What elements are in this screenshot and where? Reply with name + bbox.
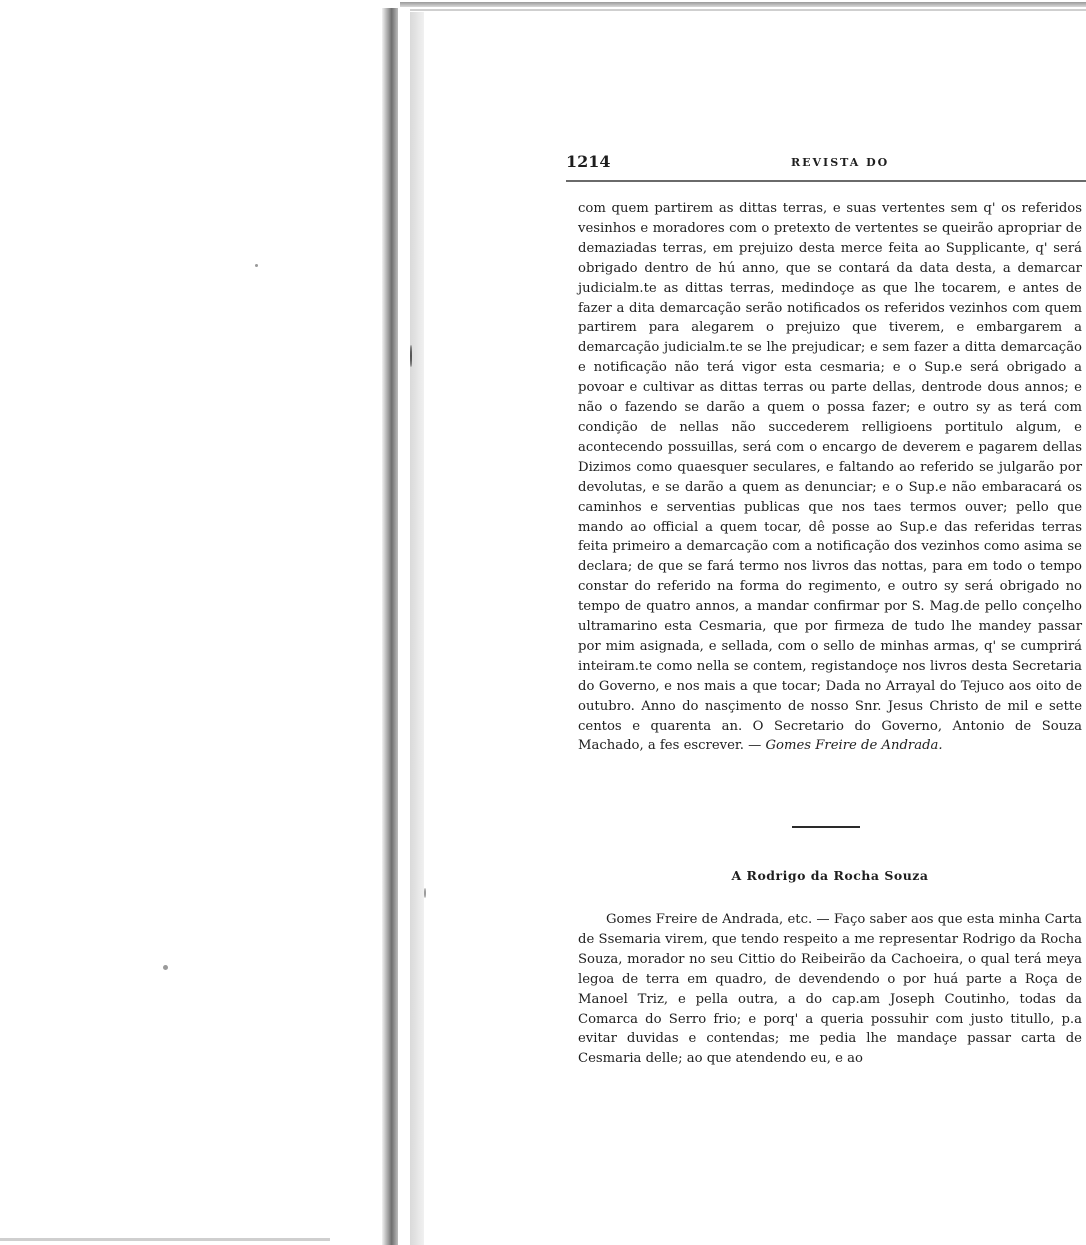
paragraph: Gomes Freire de Andrada, etc. — Faço saber aos que esta minha Carta de Ssemaria virem, que tendo respeito a me representar Rodrigo da Rocha Souza, morador no seu Cittio do Reibeirão da Cachoeira, o qual terá meya legoa de terra em quadro, de devendendo o por huá parte a Roça de Manoel Triz, e pella outra, a do cap.am Joseph Coutinho, todas da Comarca do Serro frio; e porq' a queria possuhir com justo titullo, p.a evitar duvidas e contendas; me pedia lhe mandaçe passar carta de Cesmaria delle; ao que atendendo eu, e ao [578, 912, 1082, 1067]
book-gutter [410, 12, 424, 1245]
scan-speck [163, 965, 168, 970]
scan-speck [424, 888, 426, 898]
running-head [566, 150, 1086, 182]
paragraph-text: com quem partirem as dittas terras, e suas vertentes sem q' os referidos vesinhos e moradores com o pretexto de vertentes se queirão apropriar de demaziadas terras, em prejuizo desta merce feita ao Supplicante, q' será obrigado dentro de hú anno, que se contará da data desta, a demarcar judicialm.te as dittas terras, medindoçe as que lhe tocarem, e antes de fazer a dita demarcação serão notificados os referidos vezinhos com quem partirem para alegarem o prejuizo que tiverem, e embargarem a demarcação judicialm.te se lhe prejudicar; e sem fazer a ditta demarcação e notificação não terá vigor esta cesmaria; e o Sup.e será obrigado a povoar e cultivar as dittas terras ou parte dellas, dentrode dous annos; e não o fazendo se darão a quem o possa fazer; e outro sy as terá com condição de nellas não succederem relligioens portitulo algum, e acontecendo possuillas, será com o encargo de deverem e pagarem dellas Dizimos como quaesquer seculares, e faltando ao referido se julgarão por devolutas, e se darão a quem as denunciar; e o Sup.e não embaracará os caminhos e serventias publicas que nos taes termos ouver; pello que mando ao official a quem tocar, dê posse ao Sup.e das referidas terras feita primeiro a demarcação com a notificação dos vezinhos como asima se declara; de que se fará termo nos livros das nottas, para em todo o tempo constar do referido na forma do regimento, e outro sy será obrigado no tempo de quatro annos, a mandar confirmar por S. Mag.de pello conçelho ultramarino esta Cesmaria, que por firmeza de tudo lhe mandey passar por mim asignada, e sellada, com o sello de minhas armas, q' se cumprirá inteiram.te como nella se contem, registandoçe nos livros desta Secretaria do Governo, e nos mais a que tocar; Dada no Arrayal do Tejuco aos oito de outubro. Anno do nasçimento de nosso Snr. Jesus Christo de mil e sette centos e quarenta an. O Secretario do Governo, Antonio de Souza Machado, a fes escrever. — [578, 201, 1082, 754]
signature: Gomes Freire de Andrada. [765, 738, 943, 754]
section-heading: A Rodrigo da Rocha Souza [731, 868, 929, 883]
section-divider [792, 826, 860, 828]
paragraph [578, 199, 1082, 756]
book-binding-shadow [382, 8, 398, 1245]
running-title: REVISTA DO [791, 156, 890, 169]
section-body-text [578, 910, 1082, 1069]
body-text [578, 199, 1082, 756]
scan-edge-bottom [0, 1238, 330, 1241]
scan-edge-top-inner [410, 9, 1086, 11]
page-number: 1214 [566, 152, 611, 171]
scan-speck [410, 345, 412, 367]
scan-edge-top [400, 2, 1086, 7]
scan-speck [255, 264, 258, 267]
